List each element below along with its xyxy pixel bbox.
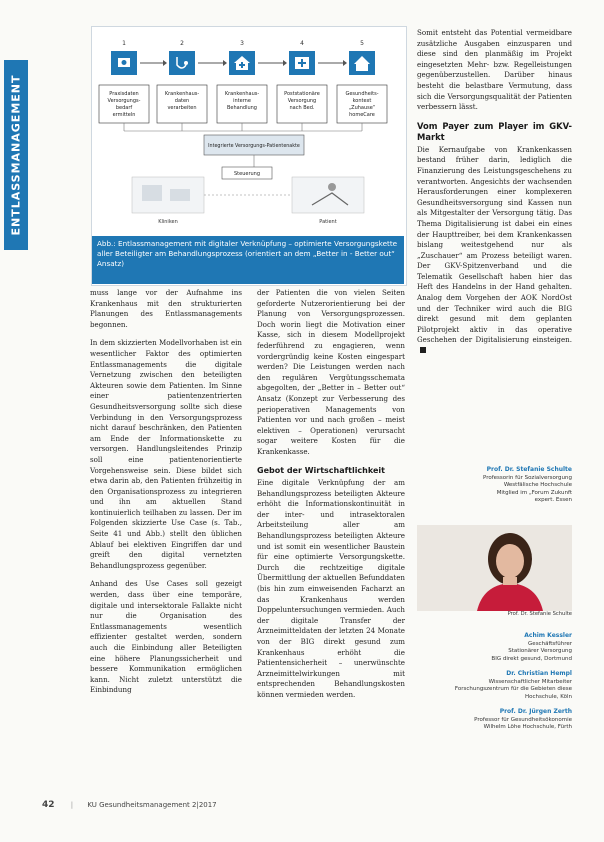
step-number: 1 bbox=[122, 40, 126, 47]
plus-icon bbox=[298, 62, 306, 64]
step-label: Praxisdaten bbox=[109, 91, 139, 97]
step-label: ermitteln bbox=[112, 112, 136, 118]
author-block bbox=[491, 632, 572, 663]
section-tab bbox=[4, 60, 28, 250]
journal-name: KU Gesundheitsmanagement 2|2017 bbox=[87, 801, 217, 809]
step-number: 3 bbox=[240, 40, 244, 47]
step-label: nach Bed. bbox=[289, 105, 315, 111]
column-3 bbox=[417, 28, 572, 365]
step-label: „Zuhause“ bbox=[348, 105, 376, 111]
author-line: Westfälische Hochschule bbox=[503, 482, 572, 488]
step-label: Krankenhaus- bbox=[224, 91, 260, 97]
paragraph: muss lange vor der Aufnahme ins Krankenhaus mit den strukturierten Planungen des Entlassmanagements begonnen. bbox=[90, 288, 242, 329]
author-line: Wilhelm Löhe Hochschule, Fürth bbox=[483, 724, 572, 730]
cross-icon bbox=[239, 64, 245, 66]
arrow-head-icon bbox=[283, 60, 287, 66]
page-footer bbox=[42, 800, 217, 810]
step-label: Gesundheits- bbox=[345, 91, 379, 97]
left-caption: Kliniken bbox=[158, 219, 178, 225]
step-label: Versorgungs- bbox=[107, 98, 141, 104]
author-name: Dr. Christian Hempl bbox=[506, 670, 572, 677]
paragraph: In dem skizzierten Modellvorhaben ist ein wesentlicher Faktor des optimierten Entlassmanagements die digitale Vernetzung zwischen den beteiligten Akteuren sowie dem Patienten. Im Sinne einer patientenzentrierten Gesundheitsversorgung sollte sich diese Verbindung in den Versorgungsprozess nicht darauf beschränken, den Patienten am Ende der Informationskette zu versorgen. Handlungsleitendes Prinzip soll eine patientenorientierte Vorgehensweise sein. Diese bildet sich etwa darin ab, den Patienten frühzeitig in den Organisationsprozess zu integrieren und ihn am aktuellen Stand kontinuierlich teilhaben zu lassen. Der im Folgenden skizzierte Use Case (s. Tab., Seite 41 und Abb.) stellt den üblichen Ablauf bei elektiven Eingriffen dar und greift den digital vernetzten Behandlungsprozess gegenüber. bbox=[90, 338, 242, 570]
step-label: interne bbox=[233, 98, 251, 104]
author-line: Mitglied im „Forum Zukunft bbox=[496, 489, 572, 496]
camera-lens-icon bbox=[122, 60, 127, 65]
section-title: ENTLASSMANAGEMENT bbox=[9, 74, 23, 236]
author-line: Forschungszentrum für die Gebieten diese bbox=[454, 686, 572, 692]
column-1 bbox=[90, 288, 242, 704]
author-photo bbox=[417, 525, 572, 611]
step-label: verarbeiten bbox=[167, 105, 197, 111]
figure-caption: Abb.: Entlassmanagement mit digitaler Verknüpfung – optimierte Versorgungskette aller Beteiligter am Behandlungsprozess (orientiert an dem „Better in - Better out“ Ansatz) bbox=[92, 236, 404, 284]
step-label: daten bbox=[174, 98, 190, 104]
page-number: 42 bbox=[42, 800, 55, 810]
step-icon-box bbox=[169, 51, 195, 75]
step-label: Behandlung bbox=[227, 105, 257, 111]
author-block bbox=[474, 708, 572, 732]
footer-separator: | bbox=[70, 801, 74, 809]
arrow-head-icon bbox=[343, 60, 347, 66]
author-line: Geschäftsführer bbox=[528, 640, 572, 647]
author-line: Professorin für Sozialversorgung bbox=[482, 474, 572, 481]
paragraph: Eine digitale Verknüpfung der am Behandlungsprozess beteiligten Akteure erhöht die Informationskontinuität in der inter- und intrasektoralen Arbeitsteilung aller am Behandlungsprozess beteiligten Akteure und ist somit ein wesentlicher Baustein für eine optimierte Versorgungskette. Durch die rechtzeitige digitale Übermittlung der aktuellen Befunddaten (bis hin zum einweisenden Facharzt an das Krankenhaus werden Doppeluntersuchungen vermieden. Auch der digitale Transfer der Arzneimitteldaten der letzten 24 Monate von der BIG direkt gesund zum Krankenhaus erhöht die Patientensicherheit – unerwünschte Arzneimittelwirkungen mit entsprechenden Behandlungskosten können vermieden werden. bbox=[257, 478, 405, 699]
patient-head-icon bbox=[328, 183, 336, 191]
author-name: Achim Kessler bbox=[524, 632, 572, 639]
step-label: Poststationäre bbox=[284, 91, 320, 97]
photo-caption: Prof. Dr. Stefanie Schulte bbox=[507, 611, 572, 617]
author-block bbox=[483, 466, 572, 505]
portrait-image bbox=[417, 525, 572, 611]
author-line: Professor für Gesundheitsökonomie bbox=[474, 716, 572, 723]
clinic-building-icon bbox=[142, 185, 162, 201]
paragraph: Anhand des Use Cases soll gezeigt werden, dass über eine temporäre, digitale und intersektorale Fallakte nicht nur die Organisation des Entlassmanagements wesentlich effizienter gestaltet werden, sondern auch die Einbindung aller Beteiligten eine höhere Planungssicherheit und bessere Kommunikation ermöglichen kann. Nicht zuletzt unterstützt die Einbindung bbox=[90, 579, 242, 695]
paragraph: der Patienten die von vielen Seiten geforderte Nutzerorientierung bei der Planung von Versorgungsprozessen. Doch worin liegt die Motivation einer Kasse, sich in diesem Modellprojekt federführend zu engagieren, wenn vordergründig keine Kosten eingespart werden? Die Leistungen werden nach den regulären Vergütungsschemata abgegolten, der „Better in – Better out“ Ansatz (Konzept zur Verbesserung des perioperativen Managements von Patienten vor und nach großen – meist elektiven – Operationen) verursacht sogar weitere Kosten für die Krankenkasse. bbox=[257, 288, 405, 456]
step-label: bedarf bbox=[115, 105, 133, 111]
clinic-building-icon bbox=[170, 189, 190, 201]
arrow-head-icon bbox=[223, 60, 227, 66]
author-line: expert. Essen bbox=[534, 497, 572, 503]
author-line: BIG direkt gesund, Dortmund bbox=[491, 655, 572, 662]
subheading: Vom Payer zum Player im GKV-Markt bbox=[417, 120, 572, 142]
step-label: homeCare bbox=[349, 112, 375, 118]
author-block bbox=[455, 670, 572, 701]
end-mark-icon bbox=[420, 347, 426, 353]
step-label: kontext bbox=[352, 98, 372, 104]
stethoscope-head-icon bbox=[184, 61, 188, 65]
author-name: Prof. Dr. Jürgen Zerth bbox=[499, 708, 572, 715]
subheading: Gebot der Wirtschaftlichkeit bbox=[257, 465, 385, 475]
author-line: Stationärer Versorgung bbox=[508, 648, 572, 654]
author-line: Wissenschaftlicher Mitarbeiter bbox=[488, 678, 572, 685]
mid-box-label: Steuerung bbox=[233, 171, 261, 177]
author-name: Prof. Dr. Stefanie Schulte bbox=[486, 466, 572, 473]
paragraph bbox=[417, 145, 572, 357]
step-number: 4 bbox=[300, 40, 304, 47]
step-number: 2 bbox=[180, 40, 184, 47]
step-label: Krankenhaus- bbox=[164, 91, 200, 97]
step-number: 5 bbox=[360, 40, 364, 47]
process-diagram bbox=[92, 27, 406, 237]
paragraph: Somit entsteht das Potential vermeidbare zusätzliche Ausgaben einzusparen und diese sind den planmäßig im Projekt eingesetzten Mehr- bzw. Regelleistungen gegenüberzustellen. Darüber hinaus besteht die belastbare Vermutung, dass sich die Versorgungsqualität der Patienten verbessern lässt. bbox=[417, 28, 572, 112]
author-line: Hochschule, Köln bbox=[525, 693, 572, 700]
column-2 bbox=[257, 288, 405, 709]
arrow-head-icon bbox=[163, 60, 167, 66]
center-box-label: Integrierte Versorgungs-Patientenakte bbox=[208, 144, 300, 149]
step-label: Versorgung bbox=[287, 98, 317, 104]
paragraph-text: Die Kernaufgabe von Krankenkassen bestand früher darin, lediglich die Finanzierung des Leistungsgeschehens zu verantworten. Angesichts der wachsenden Herausforderungen einer komplexeren Gesundheitsversorgung sind Kassen nun als Mitgestalter der Versorgung tätig. Das Thema Digitalisierung ist dabei ein eines der Haupttreiber, bei dem Krankenkassen bislang weitestgehend nur als „Zuschauer“ am Prozess beteiligt waren. Der GKV-Spitzenverband und die Telematik Gesellschaft haben hier das Heft des Handelns in der Hand gehalten. Analog dem Vorgehen der AOK NordOst und der Techniker wird auch die BIG direkt gesund mit dem geplanten Pilotprojekt aktiv in das operative Geschehen der Digitalisierung einsteigen. bbox=[417, 144, 572, 345]
right-caption: Patient bbox=[319, 219, 337, 225]
